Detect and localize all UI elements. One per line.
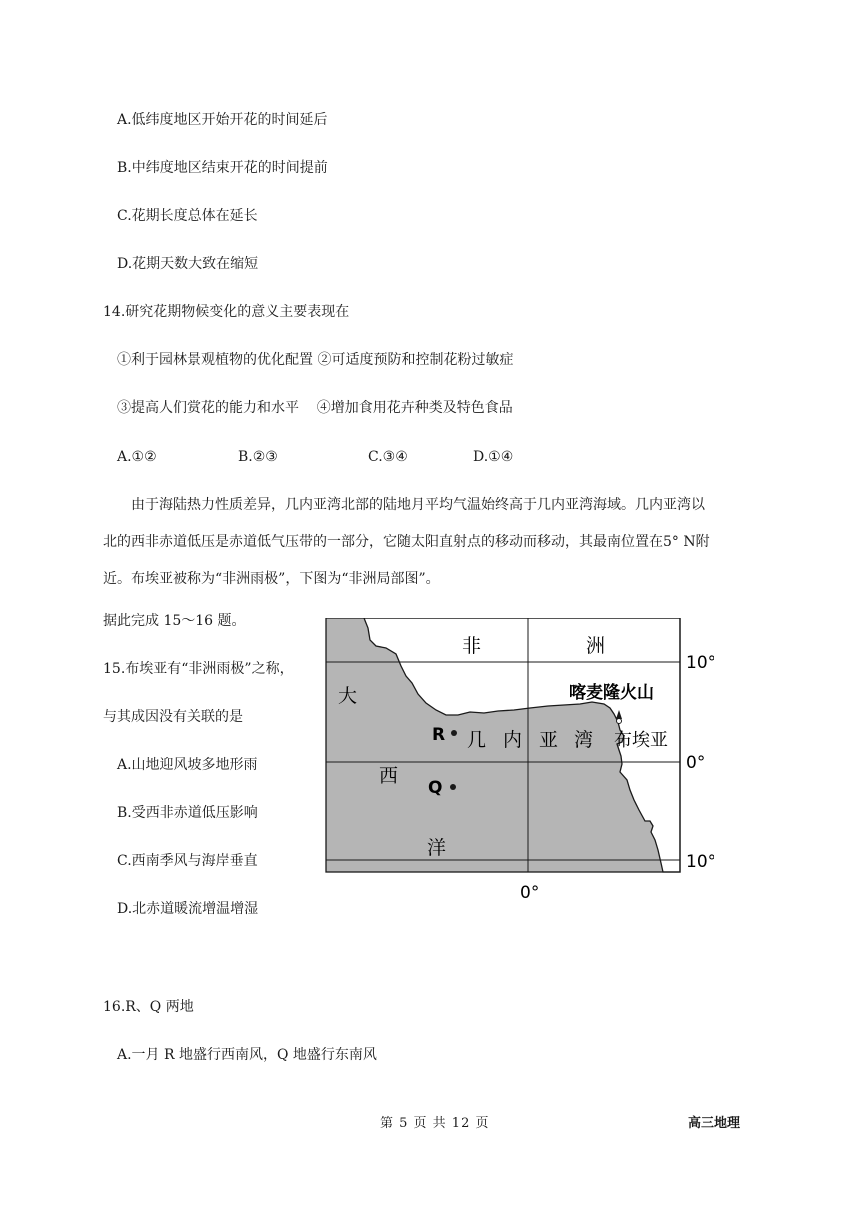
label-gulf-nei: 内: [503, 729, 523, 751]
q15-option-d: D.北赤道暖流增温增湿: [117, 901, 259, 917]
label-gulf-wan: 湾: [574, 729, 594, 751]
passage-line-3: 近。布埃亚被称为“非洲雨极”，下图为“非洲局部图”。: [103, 571, 440, 587]
q14-statement-2: ③提高人们赏花的能力和水平 ④增加食用花卉种类及特色食品: [117, 400, 513, 416]
q15-option-b: B.受西非赤道低压影响: [117, 805, 258, 821]
lat-label-10s: 10°: [686, 852, 714, 872]
q13-option-a: A.低纬度地区开始开花的时间延后: [117, 112, 328, 128]
label-gulf-ya: 亚: [539, 729, 559, 751]
map-svg: [324, 618, 714, 900]
q15-stem-line-2: 与其成因没有关联的是: [103, 709, 243, 725]
lon-label-0: 0°: [520, 883, 540, 900]
q14-option-b: B.②③: [238, 449, 278, 465]
label-q: Q: [428, 778, 443, 798]
passage-instruction: 据此完成 15～16 题。: [103, 613, 246, 629]
point-q: [450, 784, 456, 790]
label-buea: 布埃亚: [614, 730, 668, 751]
label-yang: 洋: [427, 837, 447, 859]
buea-point: [617, 719, 622, 724]
label-da: 大: [338, 685, 358, 707]
label-r: R: [432, 725, 446, 745]
q13-option-b: B.中纬度地区结束开花的时间提前: [117, 160, 328, 176]
passage-line-1: 由于海陆热力性质差异，几内亚湾北部的陆地月平均气温始终高于几内亚湾海域。几内亚湾以: [131, 497, 705, 513]
q13-option-c: C.花期长度总体在延长: [117, 208, 258, 224]
q14-stem: 14.研究花期物候变化的意义主要表现在: [103, 304, 350, 320]
subject-label: 高三地理: [688, 1116, 741, 1131]
q14-option-c: C.③④: [368, 449, 408, 465]
label-volcano: 喀麦隆火山: [569, 683, 654, 703]
q14-option-a: A.①②: [117, 449, 157, 465]
q14-options: [117, 448, 513, 466]
q14-option-d: D.①④: [473, 449, 514, 465]
lat-label-10n: 10°: [686, 653, 714, 673]
point-r: [451, 730, 457, 736]
africa-partial-map: [324, 618, 714, 904]
q16-option-a: A.一月 R 地盛行西南风，Q 地盛行东南风: [117, 1047, 377, 1063]
label-zhou: 洲: [586, 635, 606, 657]
q15-option-c: C.西南季风与海岸垂直: [117, 853, 258, 869]
q13-option-d: D.花期天数大致在缩短: [117, 256, 259, 272]
passage-line-2: 北的西非赤道低压是赤道低气压带的一部分，它随太阳直射点的移动而移动，其最南位置在5° N附: [103, 534, 710, 550]
label-gulf-ji: 几: [467, 729, 487, 751]
label-fei: 非: [462, 635, 482, 657]
q15-option-a: A.山地迎风坡多地形雨: [117, 757, 258, 773]
q15-stem-line-1: 15.布埃亚有“非洲雨极”之称，: [103, 661, 294, 677]
q16-stem: 16.R、Q 两地: [103, 999, 194, 1015]
page-number: 第 5 页 共 12 页: [380, 1116, 490, 1131]
q14-statement-1: ①利于园林景观植物的优化配置 ②可适度预防和控制花粉过敏症: [117, 352, 514, 368]
lat-label-0: 0°: [686, 753, 706, 773]
label-xi: 西: [379, 765, 399, 787]
